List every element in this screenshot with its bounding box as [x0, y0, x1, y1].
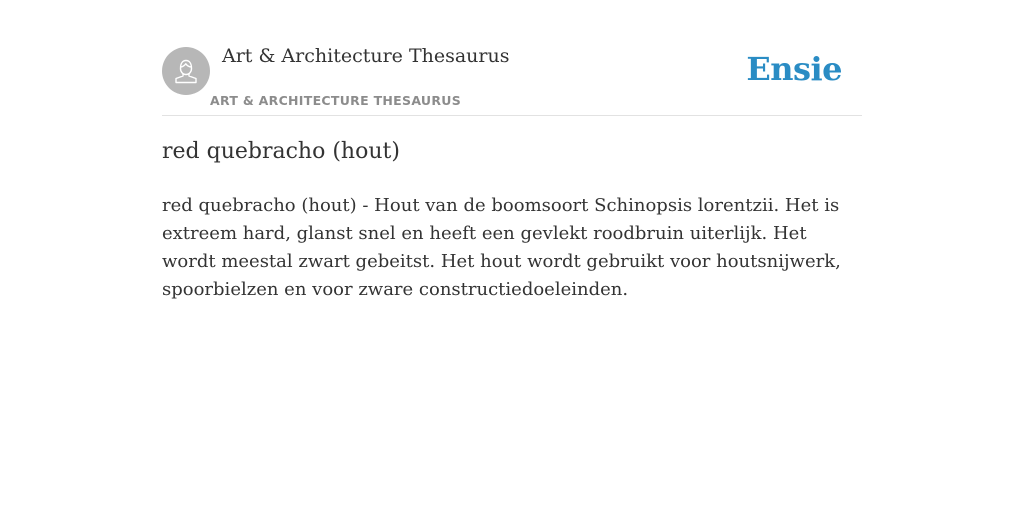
- author-subtitle: ART & ARCHITECTURE THESAURUS: [210, 93, 462, 108]
- entry-header: [162, 0, 862, 116]
- user-icon: [171, 56, 201, 86]
- entry-definition: red quebracho (hout) - Hout van de boomsoort Schinopsis lorentzii. Het is extreem hard, glanst snel en heeft een gevlekt roodbruin uiterlijk. Het wordt meestal zwart gebeitst. Het hout wordt gebruikt voor houtsnijwerk, spoorbielzen en voor zware constructiedoeleinden.: [162, 195, 841, 300]
- author-name[interactable]: Art & Architecture Thesaurus: [222, 45, 510, 67]
- entry-card: [162, 0, 862, 300]
- brand-logo[interactable]: Ensie: [746, 50, 842, 88]
- entry-title: red quebracho (hout): [162, 139, 400, 164]
- avatar[interactable]: [162, 47, 210, 95]
